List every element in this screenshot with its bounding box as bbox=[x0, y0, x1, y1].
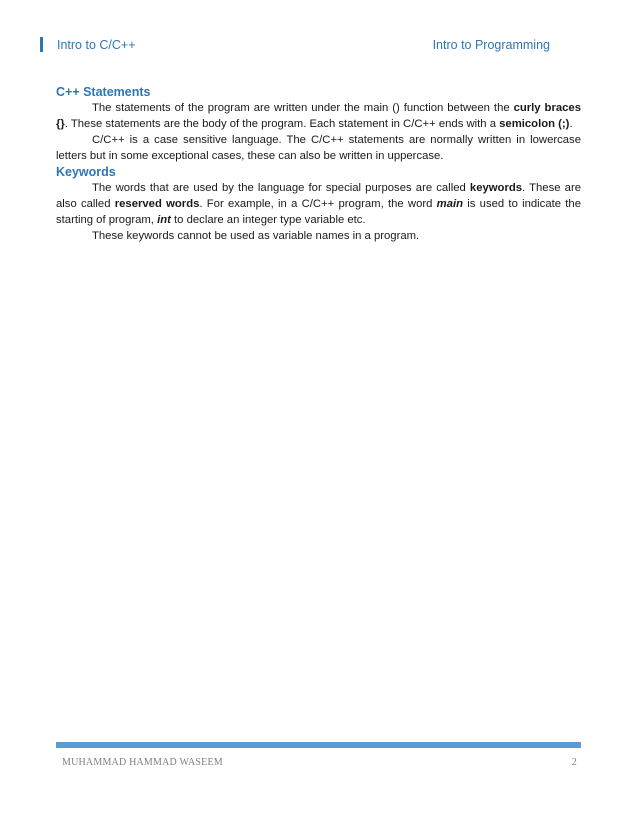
footer-author: MUHAMMAD HAMMAD WASEEM bbox=[62, 757, 223, 768]
page-content bbox=[56, 84, 581, 244]
text-run: to declare an integer type variable etc. bbox=[170, 214, 366, 226]
header-left-title: Intro to C/C++ bbox=[57, 38, 136, 52]
keywords-paragraph-1 bbox=[56, 180, 581, 228]
statements-paragraph-2: C/C++ is a case sensitive language. The C/C++ statements are normally written in lowercase letters but in some exceptional cases, these can also be written in uppercase. bbox=[56, 134, 581, 162]
text-run: The words that are used by the language for special purposes are called bbox=[92, 182, 470, 194]
text-run: . These are also called bbox=[56, 182, 581, 210]
bold-italic-term: main bbox=[436, 198, 464, 210]
bold-term: keywords bbox=[469, 182, 523, 194]
section-heading-keywords: Keywords bbox=[56, 165, 116, 179]
text-run: . bbox=[569, 118, 573, 130]
text-run: is used to indicate the starting of program, bbox=[56, 198, 581, 226]
keywords-paragraph-2: These keywords cannot be used as variable names in a program. bbox=[92, 230, 420, 242]
section-heading-statements: C++ Statements bbox=[56, 85, 151, 99]
bold-term: curly braces {} bbox=[56, 102, 581, 130]
bold-italic-term: int bbox=[157, 214, 171, 226]
header-accent-bar bbox=[40, 37, 43, 52]
text-run: . These statements are the body of the program. Each statement in C/C++ ends with a bbox=[64, 118, 500, 130]
bold-term: semicolon (;) bbox=[499, 118, 570, 130]
text-run: The statements of the program are written under the main () function between the bbox=[92, 102, 514, 114]
statements-paragraph-1 bbox=[56, 100, 581, 132]
header-right-title: Intro to Programming bbox=[432, 38, 550, 52]
text-run: . For example, in a C/C++ program, the word bbox=[199, 198, 437, 210]
bold-term: reserved words bbox=[114, 198, 200, 210]
footer-rule bbox=[56, 742, 581, 748]
page-number: 2 bbox=[571, 757, 577, 768]
